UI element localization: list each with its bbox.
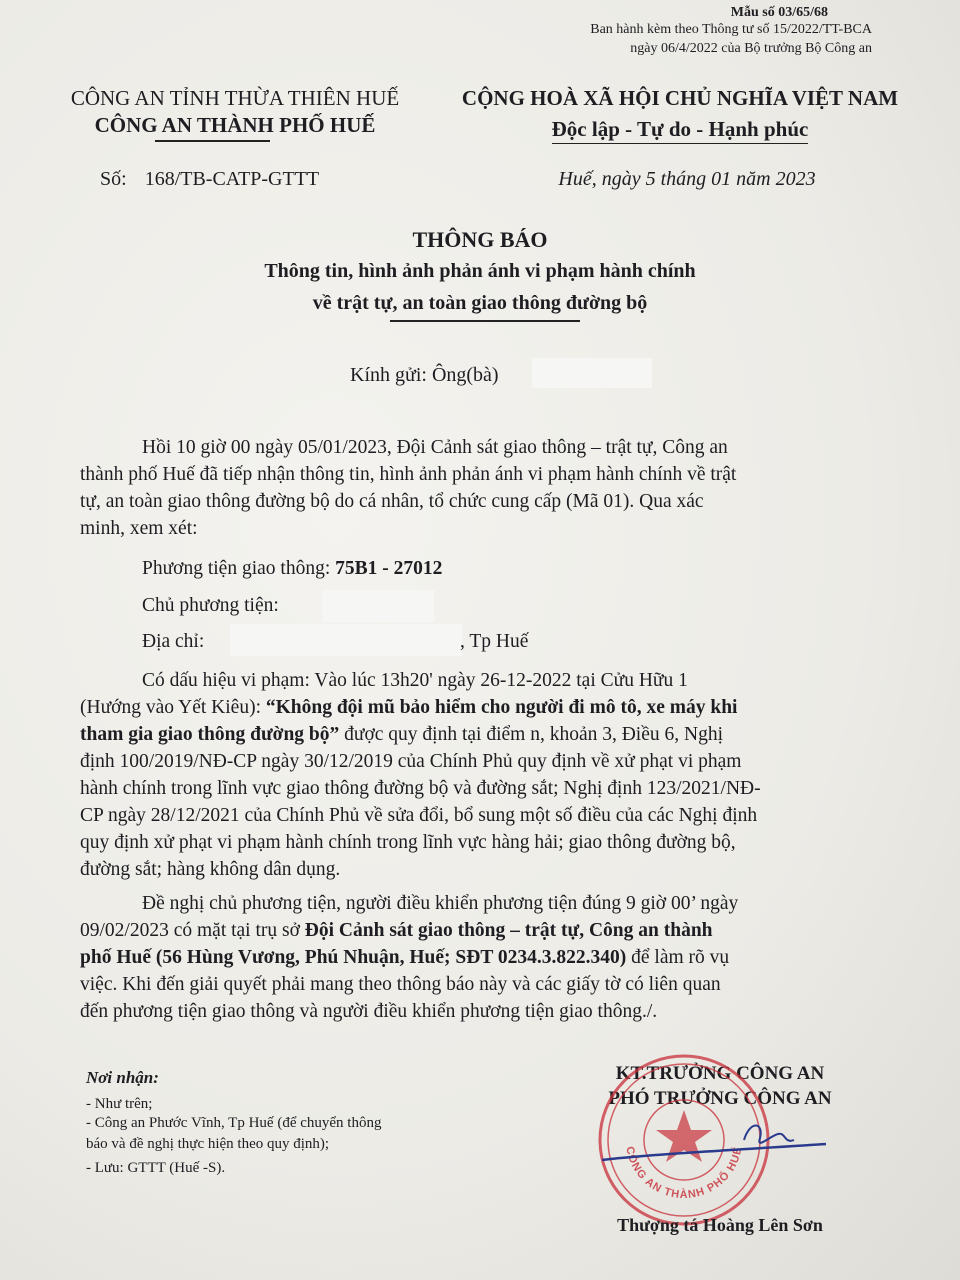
violation-location: (Hướng vào Yết Kiêu): (80, 697, 266, 718)
request-line: việc. Khi đến giải quyết phải mang theo thông báo này và các giấy tờ có liên quan (80, 974, 721, 995)
vehicle-plate: 75B1 - 27012 (335, 558, 443, 579)
request-office: Đội Cảnh sát giao thông – trật tự, Công an thành (304, 920, 713, 941)
violation-line: hành chính trong lĩnh vực giao thông đường bộ và đường sắt; Nghị định 123/2021/NĐ- (80, 778, 761, 799)
recipient-item: báo và đề nghị thực hiện theo quy định); (86, 1136, 330, 1152)
document-number-value: 168/TB-CATP-GTTT (144, 168, 320, 190)
signer-position-2: PHÓ TRƯỞNG CÔNG AN (608, 1088, 832, 1109)
request-purpose: để làm rõ vụ (626, 947, 730, 968)
signer-name: Thượng tá Hoàng Lên Sơn (617, 1215, 823, 1235)
recipient-item: - Công an Phước Vĩnh, Tp Huế (để chuyển thông (86, 1115, 382, 1131)
recipient-item: - Như trên; (86, 1096, 153, 1112)
seal-text: CÔNG AN THÀNH PHỐ HUẾ (623, 1145, 745, 1202)
form-note-line-1: Ban hành kèm theo Thông tư số 15/2022/TT-BCA (590, 22, 872, 37)
form-note-line-2: ngày 06/4/2022 của Bộ trưởng Bộ Công an (630, 41, 872, 56)
nation-motto: Độc lập - Tự do - Hạnh phúc (552, 117, 809, 144)
nation-title: CỘNG HOÀ XÃ HỘI CHỦ NGHĨA VIỆT NAM (461, 86, 899, 110)
request-line (80, 917, 713, 944)
body-line: tự, an toàn giao thông đường bộ do cá nhân, tổ chức cung cấp (Mã 01). Qua xác (80, 491, 704, 512)
subtitle-underline (390, 320, 580, 322)
recipient-item: - Lưu: GTTT (Huế -S). (86, 1160, 226, 1176)
vehicle-label: Phương tiện giao thông: (142, 558, 336, 579)
salutation: Kính gửi: Ông(bà) (350, 364, 499, 386)
document-title: THÔNG BÁO (412, 227, 548, 252)
document-number (100, 168, 319, 191)
request-line (80, 944, 729, 971)
request-office-address: phố Huế (56 Hùng Vương, Phú Nhuận, Huế; SĐT 0234.3.822.340) (80, 947, 627, 968)
owner-label: Chủ phương tiện: (142, 595, 279, 616)
violation-line: đường sắt; hàng không dân dụng. (80, 859, 341, 880)
violation-line (80, 721, 723, 748)
request-line: Đề nghị chủ phương tiện, người điều khiển phương tiện đúng 9 giờ 00’ ngày (142, 893, 739, 914)
redacted-address (230, 624, 462, 656)
recipients-title: Nơi nhận: (86, 1068, 159, 1087)
address-label: Địa chỉ: (142, 631, 205, 652)
request-date: 09/02/2023 có mặt tại trụ sở (80, 920, 305, 941)
violation-line: CP ngày 28/12/2021 của Chính Phủ về sửa đổi, bổ sung một số điều của các Nghị định (80, 805, 758, 826)
violation-line: quy định xử phạt vi phạm hành chính trong lĩnh vực hàng hải; giao thông đường bộ, (80, 832, 736, 853)
signer-position-1: KT.TRƯỞNG CÔNG AN (615, 1063, 825, 1084)
violation-description: “Không đội mũ bảo hiểm cho người đi mô tô, xe máy khi (265, 697, 738, 718)
body-line: thành phố Huế đã tiếp nhận thông tin, hình ảnh phản ánh vi phạm hành chính về trật (80, 464, 737, 485)
document-subtitle-1: Thông tin, hình ảnh phản ánh vi phạm hành chính (264, 260, 696, 282)
agency-name: CÔNG AN THÀNH PHỐ HUẾ (94, 113, 376, 137)
vehicle-line (142, 555, 442, 582)
document-subtitle-2: về trật tự, an toàn giao thông đường bộ (312, 292, 648, 314)
nation-motto-wrap (445, 117, 915, 142)
request-line: đến phương tiện giao thông và người điều khiển phương tiện giao thông./. (80, 1001, 658, 1022)
place-date: Huế, ngày 5 tháng 01 năm 2023 (558, 168, 816, 190)
violation-line (80, 694, 737, 721)
violation-line: Có dấu hiệu vi phạm: Vào lúc 13h20' ngày 26-12-2022 tại Cửu Hữu 1 (142, 670, 688, 691)
violation-legal-basis: được quy định tại điểm n, khoản 3, Điều 6, Nghị (339, 724, 724, 745)
form-number: Mẫu số 03/65/68 (730, 5, 828, 20)
redacted-owner-name (322, 590, 434, 622)
handwritten-signature (594, 1110, 834, 1180)
body-line: Hồi 10 giờ 00 ngày 05/01/2023, Đội Cảnh sát giao thông – trật tự, Công an (142, 437, 728, 458)
body-line: minh, xem xét: (80, 518, 198, 539)
agency-underline (155, 140, 270, 142)
redacted-recipient-name (532, 358, 652, 388)
document-number-label: Số: (100, 168, 127, 190)
address-city: , Tp Huế (460, 631, 529, 652)
agency-parent: CÔNG AN TỈNH THỪA THIÊN HUẾ (70, 86, 400, 110)
violation-description-end: tham gia giao thông đường bộ” (80, 724, 340, 745)
violation-line: định 100/2019/NĐ-CP ngày 30/12/2019 của Chính Phủ quy định về xử phạt vi phạm (80, 751, 742, 772)
